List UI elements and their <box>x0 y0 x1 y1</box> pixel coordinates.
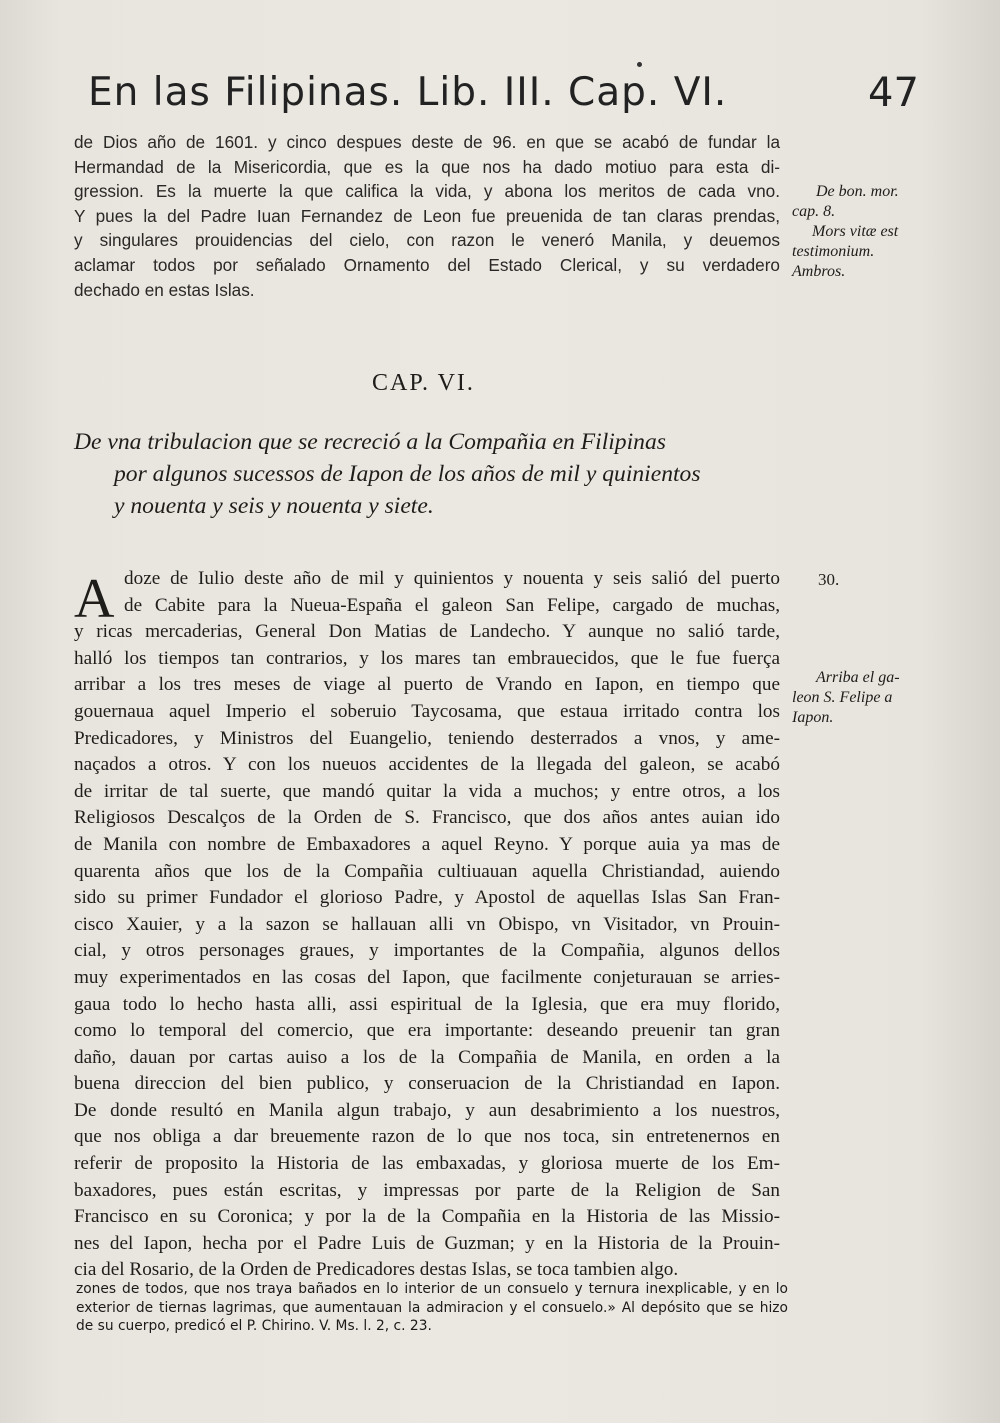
margin-note-line: Mors vitæ est <box>812 223 899 240</box>
text-line: doze de Iulio deste año de mil y quinientos y nouenta y seis salió del puerto <box>124 568 780 589</box>
text-line: buena direccion del bien publico, y conseruacion de la Christiandad en Iapon. <box>74 1073 780 1095</box>
text-line: de Dios año de 1601. y cinco despues deste de 96. en que se acabó de fundar la <box>74 132 780 152</box>
footnote-line: de su cuerpo, predicó el P. Chirino. V. Ms. l. 2, c. 23. <box>76 1318 432 1335</box>
text-line: cisco Xauier, y a la sazon se hallauan alli vn Obispo, vn Visitador, vn Prouin- <box>74 913 780 935</box>
text-line: baxadores, pues están escritas, y impressas por parte de la Religion de San <box>74 1179 780 1201</box>
text-line: sido su primer Fundador el glorioso Padre, y Apostol de aquellas Islas San Fran- <box>74 887 780 909</box>
text-line: y ricas mercaderias, General Don Matias de Landecho. Y aunque no salió tarde, <box>74 621 780 643</box>
footnote-line: zones de todos, que nos traya bañados en lo interior de un consuelo y ternura inexplicable, y en lo <box>76 1281 788 1297</box>
drop-cap: A <box>74 568 115 630</box>
margin-note-paragraph-number: 30. <box>818 570 840 589</box>
text-line: daño, dauan por cartas auiso a los de la Compañia de Manila, en orden a la <box>74 1046 780 1068</box>
text-line: cia del Rosario, de la Orden de Predicadores destas Islas, se toca tambien algo. <box>74 1259 679 1281</box>
footnote <box>76 1280 788 1336</box>
page-number: 47 <box>868 70 919 116</box>
footnote-line: exterior de tiernas lagrimas, que aumentauan la admiracion y el consuelo.» Al depósito que se hizo <box>76 1299 788 1316</box>
running-head: En las Filipinas. Lib. III. Cap. VI. <box>88 70 728 115</box>
text-line: quarenta años que los de la Compañia cultiuauan aquella Christiandad, auiendo <box>74 860 780 882</box>
margin-note-citation <box>792 182 932 282</box>
chapter-title-line: por algunos sucessos de Iapon de los años de mil y quinientos <box>114 461 701 487</box>
text-line: dechado en estas Islas. <box>74 279 255 300</box>
margin-note-line: testimonium. <box>792 243 875 260</box>
text-line: gouernaua aquel Imperio el soberuio Taycosama, que estaua irritado contra los <box>74 700 780 722</box>
ink-dot <box>637 62 642 67</box>
text-line: como lo temporal del comercio, que era importante: deseando preuenir tan gran <box>74 1020 780 1042</box>
top-paragraph <box>74 130 780 302</box>
text-line: Religiosos Descalços de la Orden de S. Francisco, que dos años antes auian ido <box>74 807 780 829</box>
text-line: de irritar de tal suerte, que mandó quitar la vida a muchos; y entre otros, a los <box>74 780 780 802</box>
margin-note-line: Ambros. <box>792 263 846 280</box>
text-line: muy experimentados en las cosas del Iapon, que facilmente conjeturauan se arries- <box>74 966 780 988</box>
main-paragraph <box>74 566 780 1284</box>
text-line: nes del Iapon, hecha por el Padre Luis de Guzman; y en la Historia de la Prouin- <box>74 1232 780 1254</box>
text-line: de Manila con nombre de Embaxadores a aquel Reyno. Y porque auia ya mas de <box>74 833 780 855</box>
text-line: aclamar todos por señalado Ornamento del Estado Clerical, y su verdadero <box>74 254 780 275</box>
text-line: gaua todo lo hecho hasta alli, assi espiritual de la Iglesia, que era muy florido, <box>74 993 780 1015</box>
text-line: y singulares prouidencias del cielo, con razon le veneró Manila, y deuemos <box>74 230 780 251</box>
chapter-heading: CAP. VI. <box>372 370 475 396</box>
chapter-title-line: y nouenta y seis y nouenta y siete. <box>114 493 434 519</box>
chapter-title <box>74 426 794 522</box>
text-line: Y pues la del Padre Iuan Fernandez de Leon fue preuenida de tan claras prendas, <box>74 205 780 226</box>
text-line: Francisco en su Coronica; y por la de la Compañia en la Historia de las Missio- <box>74 1206 780 1228</box>
chapter-title-line: De vna tribulacion que se recreció a la Compañia en Filipinas <box>74 429 666 455</box>
text-line: cial, y otros personages graues, y importantes de la Compañia, algunos dellos <box>74 940 780 962</box>
margin-note-line: De bon. mor. <box>816 183 899 200</box>
margin-note-line: Arriba el ga- <box>816 669 900 686</box>
text-line: arribar a los tres meses de viage al puerto de Vrando en Iapon, en tiempo que <box>74 674 780 696</box>
margin-note-line: leon S. Felipe a <box>792 689 893 706</box>
margin-note-line: Iapon. <box>792 709 834 726</box>
text-line: naçados a otros. Y con los nueuos accidentes de la llegada del galeon, se acabó <box>74 754 780 776</box>
text-line: De donde resultó en Manila algun trabajo, y aun desabrimiento a los nuestros, <box>74 1099 780 1121</box>
text-line: Predicadores, y Ministros del Euangelio, teniendo desterrados a vnos, y ame- <box>74 727 780 749</box>
margin-note-summary <box>792 668 932 728</box>
margin-note-line: cap. 8. <box>792 203 836 220</box>
text-line: gression. Es la muerte la que califica la vida, y abona los meritos de cada vno. <box>74 181 780 202</box>
text-line: de Cabite para la Nueua-España el galeon San Felipe, cargado de muchas, <box>124 594 780 616</box>
text-line: que nos obliga a dar breuemente razon de lo que nos toca, sin entretenernos en <box>74 1126 780 1148</box>
text-line: Hermandad de la Misericordia, que es la que nos ha dado motiuo para esta di- <box>74 156 780 177</box>
text-line: halló los tiempos tan contrarios, y los mares tan embrauecidos, que le fue fuerça <box>74 647 780 669</box>
text-line: referir de proposito la Historia de las embaxadas, y gloriosa muerte de los Em- <box>74 1153 780 1175</box>
